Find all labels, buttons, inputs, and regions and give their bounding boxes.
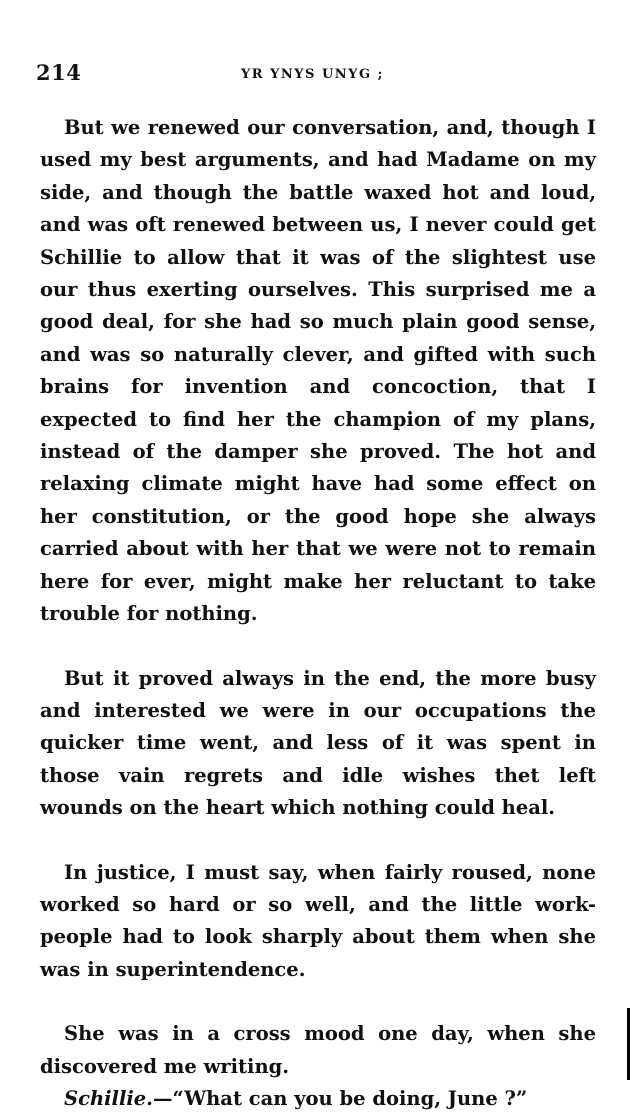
body-text: [40, 112, 596, 1115]
paragraph-3: In justice, I must say, when fairly roused, none worked so hard or so well, and the little work-people had to look sharply about them when she was in superintendence.: [40, 860, 596, 981]
dialogue-dash: —: [152, 1086, 173, 1110]
dialogue-speaker: Schillie.: [64, 1086, 153, 1110]
dialogue-line: [40, 1083, 596, 1115]
paragraph-1: But we renewed our conversation, and, though I used my best arguments, and had Madame on my side, and though the battle waxed hot and loud, and was oft renewed between us, I never could get Schillie to allow that it was of the slightest use our thus exerting ourselves. This surprised me a good deal, for she had so much plain good sense, and was so naturally clever, and gifted with such brains for invention and concoction, that I expected to find her the champion of my plans, instead of the damper she proved. The hot and relaxing climate might have had some effect on her constitution, or the good hope she always carried about with her that we were not to remain here for ever, might make her reluctant to take trouble for nothing.: [40, 116, 596, 626]
dialogue-text: “What can you be doing, June ?”: [172, 1086, 528, 1110]
page-header: [36, 60, 596, 96]
running-title: YR YNYS UNYG ;: [241, 67, 384, 82]
page-number: 214: [36, 60, 82, 85]
page-edge-mark: [627, 1008, 630, 1080]
paragraph-2: But it proved always in the end, the more busy and interested we were in our occupations the quicker time went, and less of it was spent in those vain regrets and idle wishes thet left wounds on the heart which nothing could heal.: [40, 666, 596, 820]
paragraph-4: She was in a cross mood one day, when she discovered me writing.: [40, 1022, 596, 1078]
